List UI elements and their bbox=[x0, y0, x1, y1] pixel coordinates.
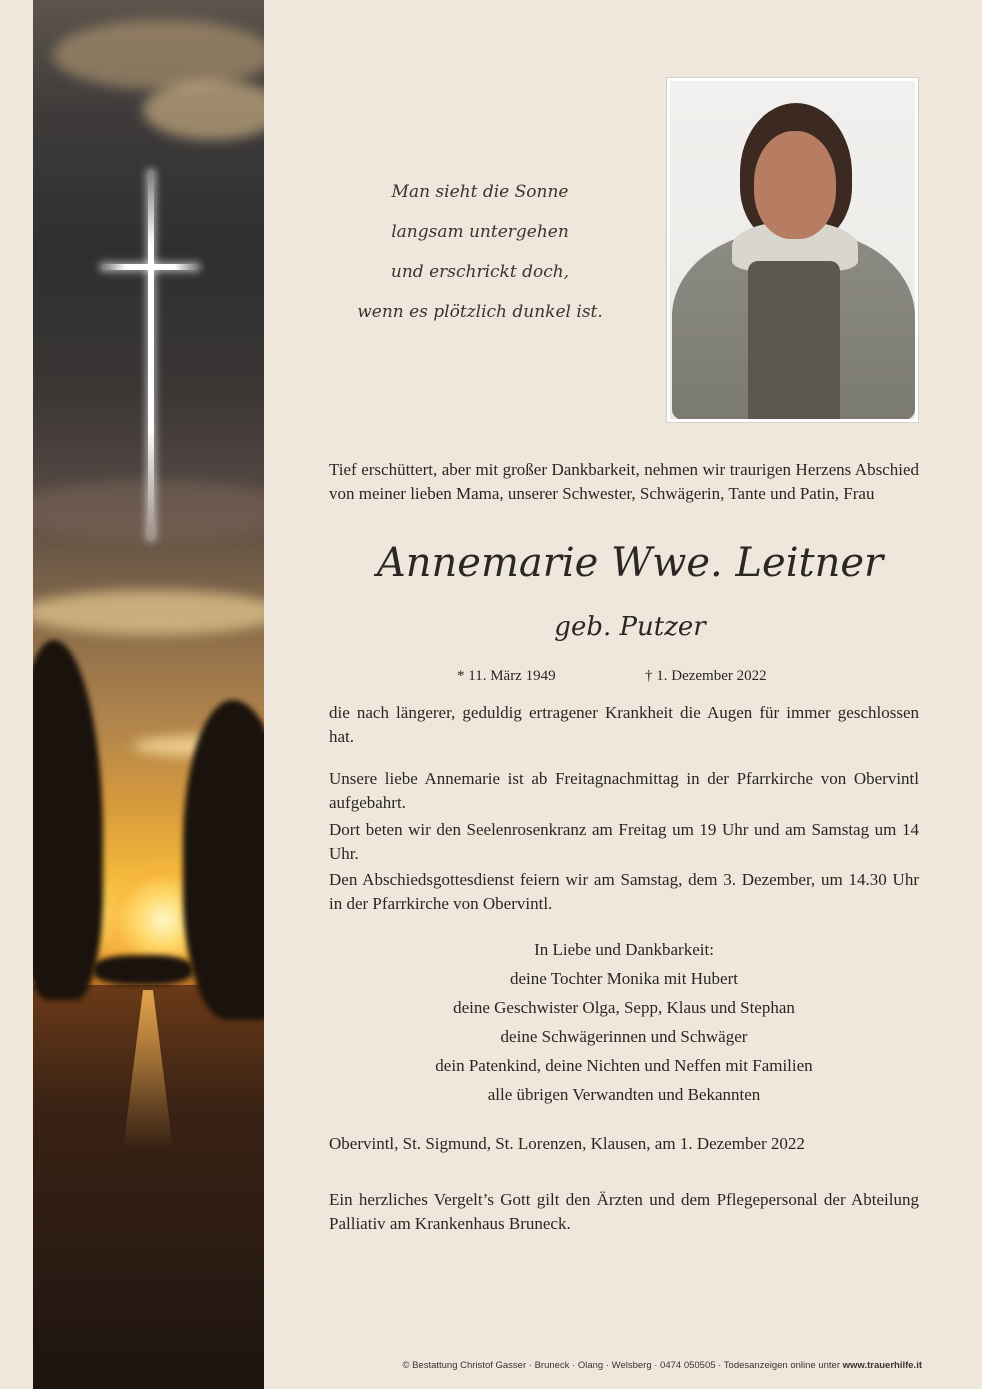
mourners-heading: In Liebe und Dankbarkeit: bbox=[534, 940, 714, 959]
mourner-line: deine Tochter Monika mit Hubert bbox=[510, 969, 738, 988]
thanks-text: Ein herzliches Vergelt’s Gott gilt den Ärzten und dem Pflegepersonal der Abteilung Palliativ am Krankenhaus Bruneck. bbox=[329, 1190, 919, 1233]
death-date: † 1. Dezember 2022 bbox=[645, 668, 767, 684]
sunset-image-strip bbox=[33, 0, 264, 1389]
cloud bbox=[143, 80, 264, 140]
footer-text: © Bestattung Christof Gasser · Bruneck · Olang · Welsberg · 0474 050505 · Todesanzeigen online unter bbox=[402, 1360, 843, 1371]
horizon-trees bbox=[93, 955, 193, 985]
intro-text: Tief erschüttert, aber mit großer Dankbarkeit, nehmen wir traurigen Herzens Abschied von meiner lieben Mama, unserer Schwester, Schwägerin, Tante und Patin, Frau bbox=[329, 460, 919, 503]
tree-right bbox=[183, 700, 264, 1020]
cloud bbox=[53, 20, 264, 90]
place-date: Obervintl, St. Sigmund, St. Lorenzen, Klausen, am 1. Dezember 2022 bbox=[329, 1134, 805, 1153]
wake-text: Unsere liebe Annemarie ist ab Freitagnachmittag in der Pfarrkirche von Obervintl aufgebahrt. bbox=[329, 769, 919, 812]
poem-line: und erschrickt doch, bbox=[390, 262, 570, 282]
deceased-name: Annemarie Wwe. Leitner bbox=[376, 540, 884, 586]
maiden-name: geb. Putzer bbox=[554, 612, 706, 642]
mourner-line: dein Patenkind, deine Nichten und Neffen mit Familien bbox=[435, 1056, 813, 1075]
footer-website-link[interactable]: www.trauerhilfe.it bbox=[842, 1360, 922, 1371]
cross-vertical-beam bbox=[148, 170, 154, 540]
tree-left bbox=[33, 640, 103, 1000]
rosary-text: Dort beten wir den Seelenrosenkranz am Freitag um 19 Uhr und am Samstag um 14 Uhr. bbox=[329, 820, 919, 863]
mourner-line: deine Schwägerinnen und Schwäger bbox=[500, 1027, 748, 1046]
illness-text: die nach längerer, geduldig ertragener Krankheit die Augen für immer geschlossen hat. bbox=[329, 703, 919, 746]
mourners-list bbox=[329, 935, 919, 1109]
footer bbox=[264, 1360, 922, 1371]
mourner-line: deine Geschwister Olga, Sepp, Klaus und Stephan bbox=[453, 998, 795, 1017]
poem-line: wenn es plötzlich dunkel ist. bbox=[357, 302, 603, 322]
poem bbox=[330, 172, 630, 332]
poem-line: Man sieht die Sonne bbox=[391, 182, 569, 202]
portrait-face bbox=[754, 131, 836, 239]
mourner-line: alle übrigen Verwandten und Bekannten bbox=[487, 1085, 761, 1104]
portrait-photo bbox=[667, 78, 918, 422]
poem-line: langsam untergehen bbox=[391, 222, 569, 242]
portrait-shirt bbox=[748, 261, 840, 419]
portrait-image bbox=[670, 81, 915, 419]
birth-date: * 11. März 1949 bbox=[457, 668, 556, 684]
funeral-text: Den Abschiedsgottesdienst feiern wir am Samstag, dem 3. Dezember, um 14.30 Uhr in der Pfarrkirche von Obervintl. bbox=[329, 870, 919, 913]
cross-horizontal-beam bbox=[101, 264, 199, 270]
cloud bbox=[33, 590, 264, 635]
